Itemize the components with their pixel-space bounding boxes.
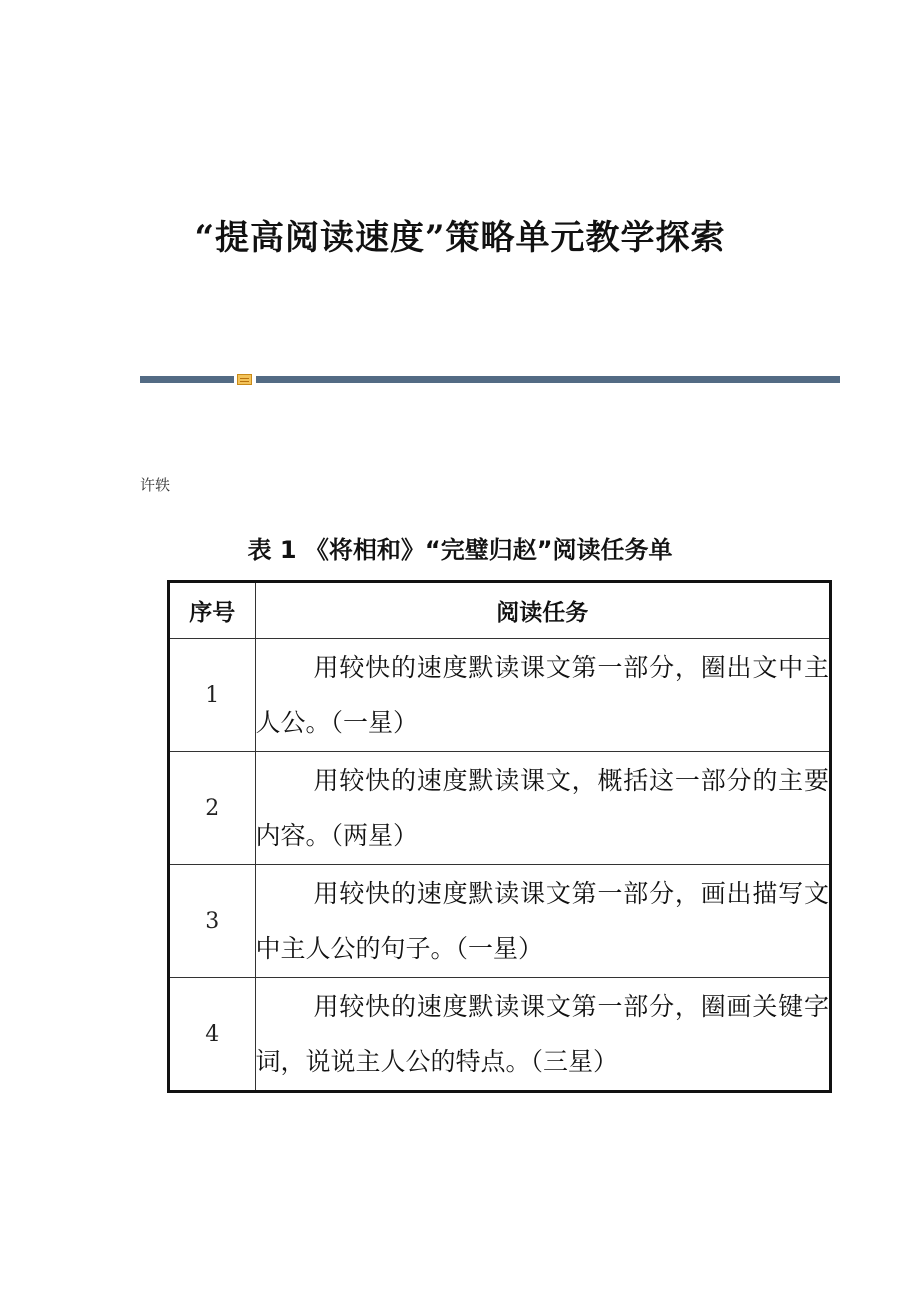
row-number: 3 xyxy=(170,865,255,978)
title-divider xyxy=(140,374,840,384)
table-row xyxy=(170,978,829,1091)
table-caption: 表 1 《将相和》“完璧归赵”阅读任务单 xyxy=(247,536,673,564)
row-task: 用较快的速度默读课文第一部分，圈出文中主人公。（一星） xyxy=(255,639,829,752)
divider-bar-right xyxy=(256,376,840,383)
row-number: 4 xyxy=(170,978,255,1091)
divider-bar-left xyxy=(140,376,234,383)
page-title: “提高阅读速度”策略单元教学探索 xyxy=(194,218,726,258)
row-task: 用较快的速度默读课文第一部分，圈画关键字词，说说主人公的特点。（三星） xyxy=(255,978,829,1091)
table-row xyxy=(170,639,829,752)
row-number: 2 xyxy=(170,752,255,865)
header-number: 序号 xyxy=(170,583,255,639)
row-task: 用较快的速度默读课文，概括这一部分的主要内容。（两星） xyxy=(255,752,829,865)
row-task: 用较快的速度默读课文第一部分，画出描写文中主人公的句子。（一星） xyxy=(255,865,829,978)
table-row xyxy=(170,752,829,865)
reading-task-table xyxy=(167,580,832,1093)
table-row xyxy=(170,865,829,978)
row-number: 1 xyxy=(170,639,255,752)
task-table xyxy=(170,583,829,1090)
envelope-ornament-icon xyxy=(237,374,252,385)
author-name: 许轶 xyxy=(140,476,171,494)
table-header-row xyxy=(170,583,829,639)
header-task: 阅读任务 xyxy=(255,583,829,639)
